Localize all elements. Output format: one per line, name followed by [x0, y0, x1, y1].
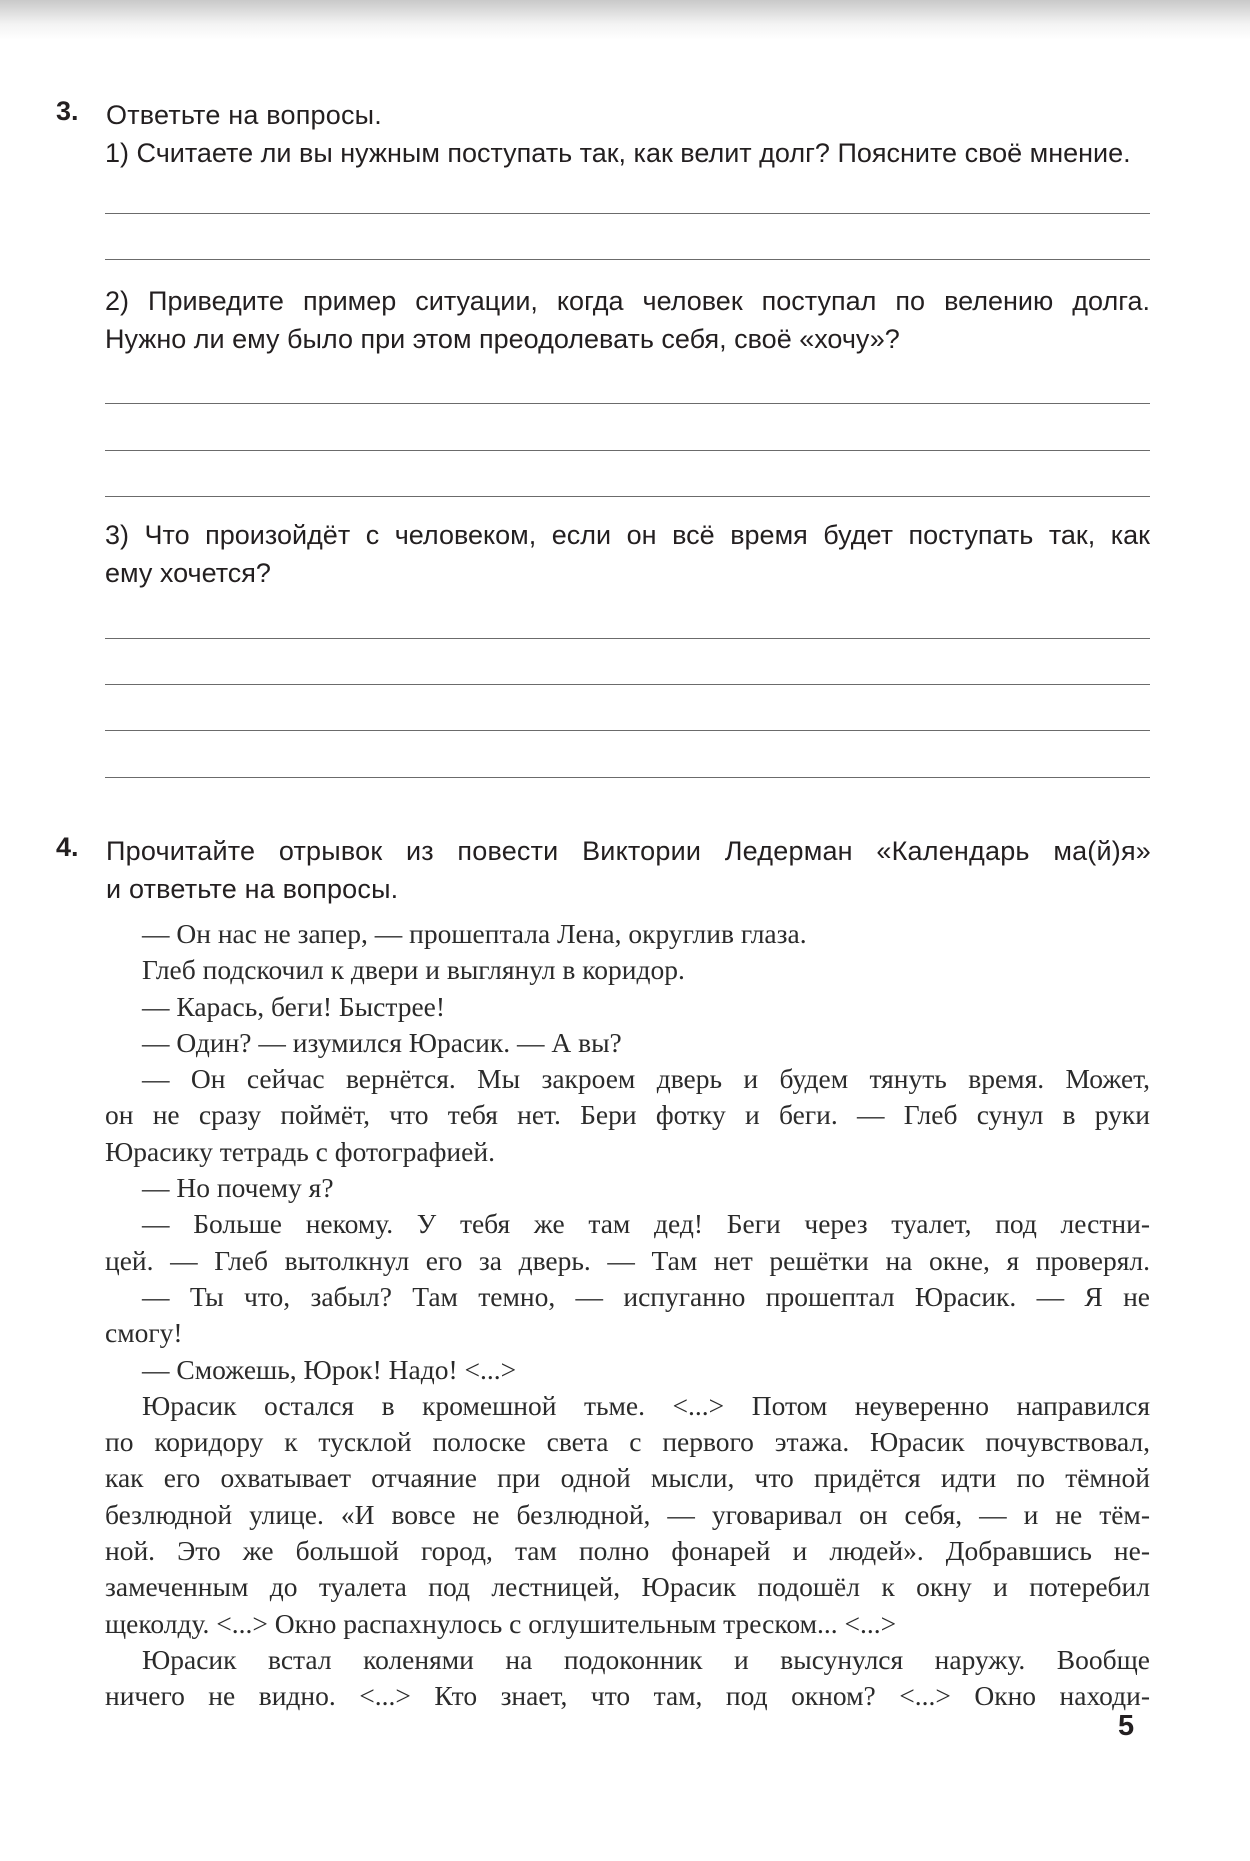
- excerpt-line: он не сразу поймёт, что тебя нет. Бери фотку и беги. — Глеб сунул в руки: [105, 1099, 1150, 1131]
- excerpt-line: замеченным до туалета под лестницей, Юрасик подошёл к окну и потеребил: [105, 1571, 1150, 1603]
- task-4-title: [106, 832, 1151, 908]
- question-2-line-1: 2) Приведите пример ситуации, когда человек поступал по велению долга.: [105, 286, 1150, 316]
- answer-line[interactable]: [105, 638, 1150, 639]
- answer-line[interactable]: [105, 777, 1150, 778]
- excerpt-line: щеколду. <...> Окно распахнулось с оглушительным треском... <...>: [105, 1607, 897, 1639]
- answer-line[interactable]: [105, 730, 1150, 731]
- answer-line[interactable]: [105, 213, 1150, 214]
- task-3-number: 3.: [56, 96, 79, 126]
- question-3-line-2: ему хочется?: [105, 558, 271, 588]
- excerpt-line: цей. — Глеб вытолкнул его за дверь. — Там нет решётки на окне, я проверял.: [105, 1244, 1150, 1276]
- task-4-number: 4.: [56, 832, 79, 862]
- excerpt-line: — Он сейчас вернётся. Мы закроем дверь и будем тянуть время. Может,: [142, 1063, 1150, 1095]
- question-2: [105, 282, 1150, 358]
- excerpt-line: — Больше некому. У тебя же там дед! Беги через туалет, под лестни-: [142, 1208, 1150, 1240]
- excerpt-line: Глеб подскочил к двери и выглянул в коридор.: [142, 954, 685, 986]
- page-number: 5: [1118, 1710, 1135, 1742]
- question-3: [105, 516, 1150, 592]
- task-3-title: Ответьте на вопросы.: [106, 100, 382, 130]
- answer-line[interactable]: [105, 259, 1150, 260]
- excerpt-line: — Но почему я?: [142, 1172, 334, 1204]
- task-4-title-line-2: и ответьте на вопросы.: [106, 874, 399, 904]
- excerpt-line: смогу!: [105, 1317, 183, 1349]
- answer-line[interactable]: [105, 403, 1150, 404]
- excerpt-line: ной. Это же большой город, там полно фонарей и людей». Добравшись не-: [105, 1535, 1150, 1567]
- answer-line[interactable]: [105, 450, 1150, 451]
- page-top-shadow: [0, 0, 1250, 40]
- excerpt-line: — Сможешь, Юрок! Надо! <...>: [142, 1353, 517, 1385]
- excerpt-line: Юрасику тетрадь с фотографией.: [105, 1135, 495, 1167]
- excerpt-line: — Ты что, забыл? Там темно, — испуганно прошептал Юрасик. — Я не: [142, 1280, 1150, 1312]
- excerpt-line: — Он нас не запер, — прошептала Лена, округлив глаза.: [142, 918, 807, 949]
- excerpt-line: Юрасик остался в кромешной тьме. <...> Потом неуверенно направился: [142, 1389, 1150, 1421]
- book-excerpt: [105, 916, 1150, 1715]
- question-2-line-2: Нужно ли ему было при этом преодолевать себя, своё «хочу»?: [105, 324, 900, 354]
- question-1: [105, 134, 1150, 172]
- answer-line[interactable]: [105, 684, 1150, 685]
- excerpt-line: по коридору к тусклой полоске света с первого этажа. Юрасик почувствовал,: [105, 1426, 1150, 1458]
- answer-line[interactable]: [105, 496, 1150, 497]
- excerpt-line: Юрасик встал коленями на подоконник и высунулся наружу. Вообще: [142, 1643, 1150, 1675]
- question-3-line-1: 3) Что произойдёт с человеком, если он всё время будет поступать так, как: [105, 520, 1150, 550]
- excerpt-line: безлюдной улице. «И вовсе не безлюдной, — уговаривал он себя, — и не тём-: [105, 1498, 1150, 1530]
- question-1-line: 1) Считаете ли вы нужным поступать так, как велит долг? Поясните своё мнение.: [105, 138, 1131, 168]
- excerpt-line: ничего не видно. <...> Кто знает, что там, под окном? <...> Окно находи-: [105, 1680, 1150, 1712]
- excerpt-line: как его охватывает отчаяние при одной мысли, что придётся идти по тёмной: [105, 1462, 1150, 1494]
- excerpt-line: — Один? — изумился Юрасик. — А вы?: [142, 1026, 622, 1058]
- task-4-title-line-1: Прочитайте отрывок из повести Виктории Ледерман «Календарь ма(й)я»: [106, 836, 1151, 866]
- excerpt-line: — Карась, беги! Быстрее!: [142, 990, 446, 1022]
